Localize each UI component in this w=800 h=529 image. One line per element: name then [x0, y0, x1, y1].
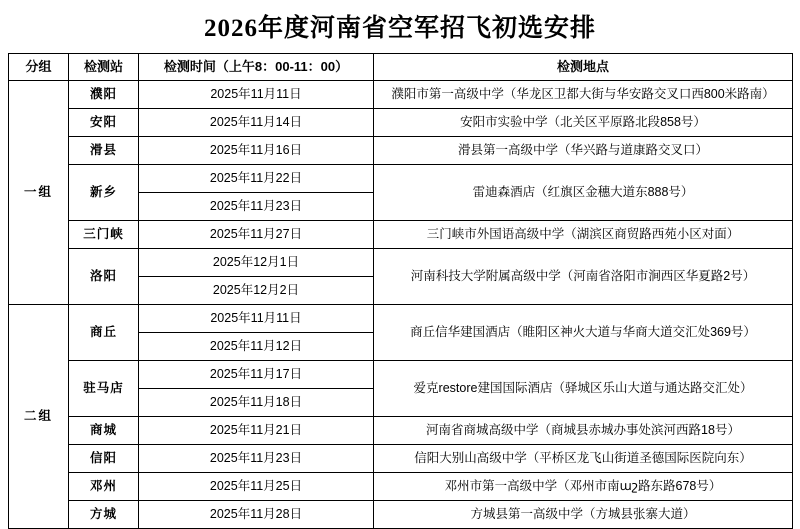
place-cell: 安阳市实验中学（北关区平原路北段858号） — [374, 109, 793, 137]
station-cell: 信阳 — [69, 445, 139, 473]
header-row — [9, 54, 793, 81]
station-cell: 三门峡 — [69, 221, 139, 249]
time-cell: 2025年11月23日 — [139, 193, 374, 221]
schedule-table — [8, 53, 793, 529]
table-row — [9, 109, 793, 137]
table-row — [9, 501, 793, 529]
place-cell: 河南科技大学附属高级中学（河南省洛阳市涧西区华夏路2号） — [374, 249, 793, 305]
table-row — [9, 81, 793, 109]
table-body — [9, 81, 793, 529]
time-cell: 2025年11月28日 — [139, 501, 374, 529]
place-cell: 濮阳市第一高级中学（华龙区卫都大街与华安路交叉口西800米路南） — [374, 81, 793, 109]
time-cell: 2025年12月2日 — [139, 277, 374, 305]
station-cell: 方城 — [69, 501, 139, 529]
station-cell: 洛阳 — [69, 249, 139, 305]
place-cell: 爱克restore建国国际酒店（驿城区乐山大道与通达路交汇处） — [374, 361, 793, 417]
table-row — [9, 221, 793, 249]
table-row — [9, 165, 793, 193]
table-row — [9, 137, 793, 165]
table-row — [9, 445, 793, 473]
place-cell: 河南省商城高级中学（商城县赤城办事处滨河西路18号） — [374, 417, 793, 445]
place-cell: 方城县第一高级中学（方城县张寨大道） — [374, 501, 793, 529]
header-station: 检测站 — [69, 54, 139, 81]
time-cell: 2025年11月17日 — [139, 361, 374, 389]
station-cell: 商丘 — [69, 305, 139, 361]
time-cell: 2025年11月27日 — [139, 221, 374, 249]
place-cell: 三门峡市外国语高级中学（湖滨区商贸路西苑小区对面） — [374, 221, 793, 249]
time-cell: 2025年11月25日 — [139, 473, 374, 501]
table-row — [9, 473, 793, 501]
time-cell: 2025年11月21日 — [139, 417, 374, 445]
station-cell: 商城 — [69, 417, 139, 445]
station-cell: 驻马店 — [69, 361, 139, 417]
place-cell: 信阳大别山高级中学（平桥区龙飞山街道圣德国际医院向东） — [374, 445, 793, 473]
table-row — [9, 305, 793, 333]
station-cell: 新乡 — [69, 165, 139, 221]
time-cell: 2025年12月1日 — [139, 249, 374, 277]
place-cell: 邓州市第一高级中学（邓州市南աշ路东路678号） — [374, 473, 793, 501]
station-cell: 安阳 — [69, 109, 139, 137]
table-row — [9, 361, 793, 389]
station-cell: 滑县 — [69, 137, 139, 165]
time-cell: 2025年11月14日 — [139, 109, 374, 137]
table-row — [9, 249, 793, 277]
time-cell: 2025年11月16日 — [139, 137, 374, 165]
time-cell: 2025年11月11日 — [139, 305, 374, 333]
time-cell: 2025年11月12日 — [139, 333, 374, 361]
time-cell: 2025年11月23日 — [139, 445, 374, 473]
page-title: 2026年度河南省空军招飞初选安排 — [203, 15, 596, 42]
time-cell: 2025年11月11日 — [139, 81, 374, 109]
place-cell: 商丘信华建国酒店（睢阳区神火大道与华商大道交汇处369号） — [374, 305, 793, 361]
table-header — [9, 54, 793, 81]
header-time: 检测时间（上午8：00-11：00） — [139, 54, 374, 81]
header-place: 检测地点 — [374, 54, 793, 81]
table-row — [9, 417, 793, 445]
group-cell: 一组 — [9, 81, 69, 305]
group-cell: 二组 — [9, 305, 69, 529]
station-cell: 濮阳 — [69, 81, 139, 109]
time-cell: 2025年11月18日 — [139, 389, 374, 417]
place-cell: 雷迪森酒店（红旗区金穗大道东888号） — [374, 165, 793, 221]
place-cell: 滑县第一高级中学（华兴路与道康路交叉口） — [374, 137, 793, 165]
header-group: 分组 — [9, 54, 69, 81]
station-cell: 邓州 — [69, 473, 139, 501]
time-cell: 2025年11月22日 — [139, 165, 374, 193]
